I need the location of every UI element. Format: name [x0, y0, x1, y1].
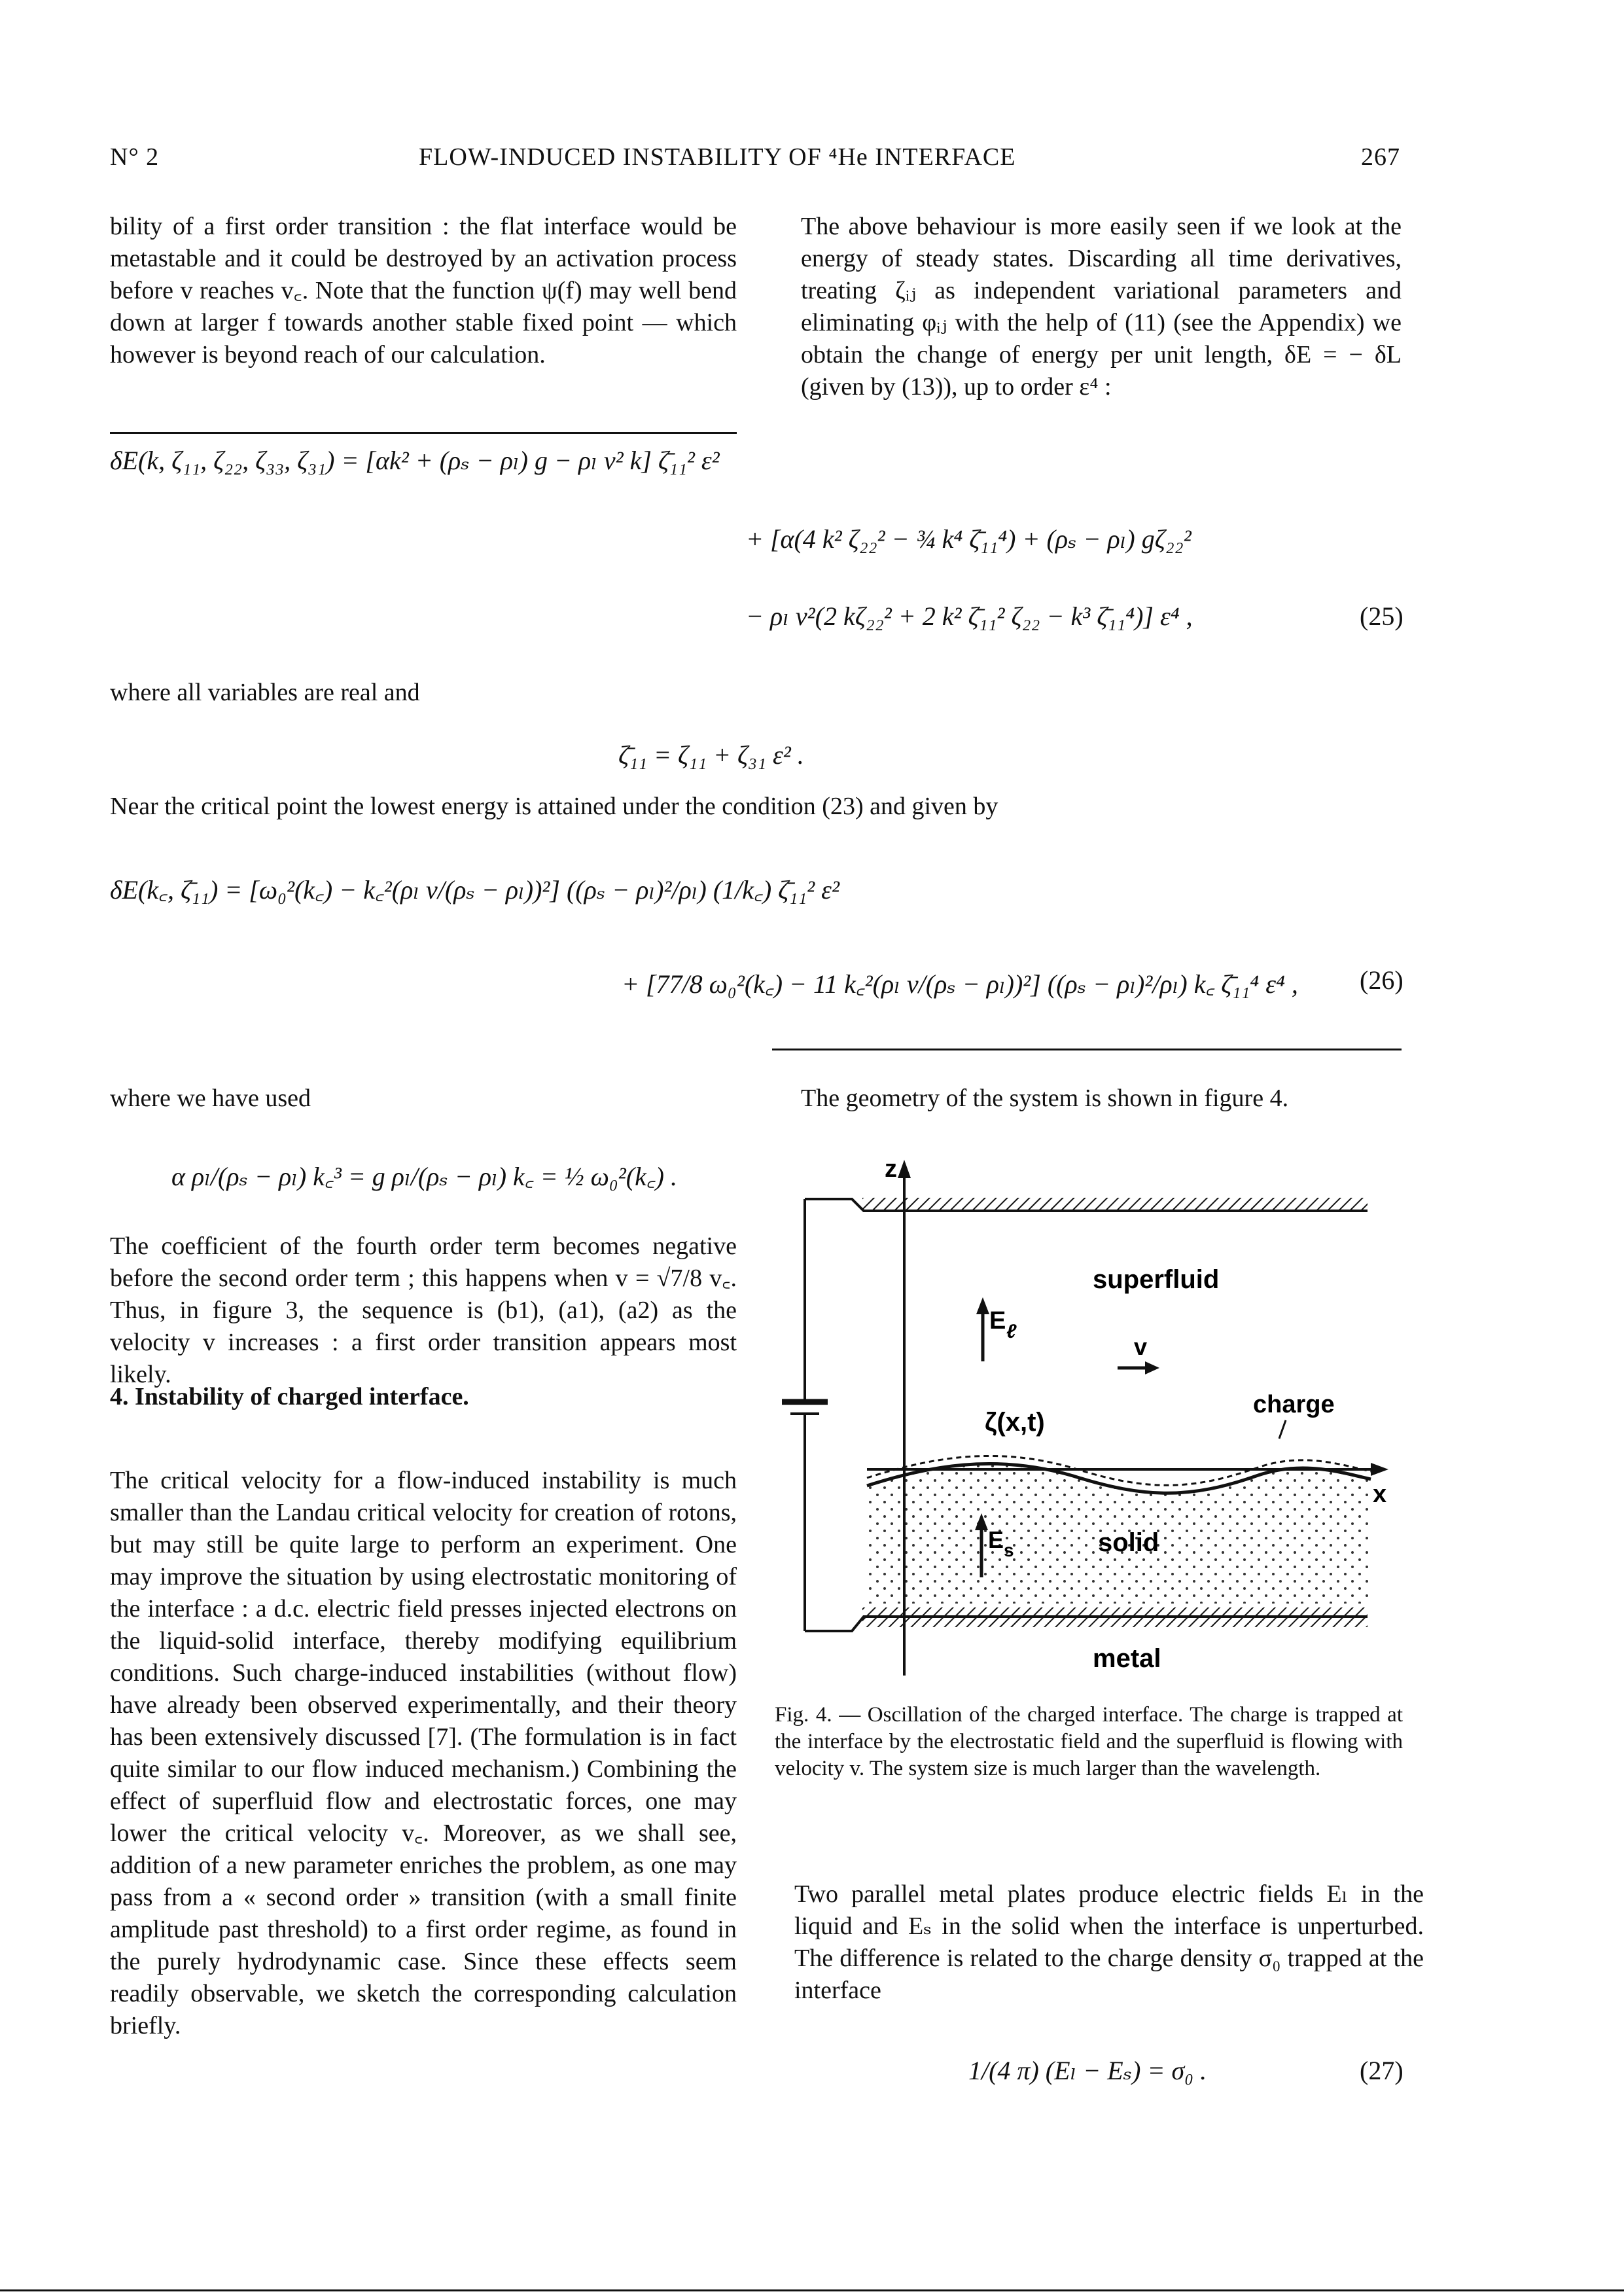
section-heading: 4. Instability of charged interface. — [110, 1383, 469, 1410]
equation-used: α ρₗ/(ρₛ − ρₗ) k꜀³ = g ρₗ/(ρₛ − ρₗ) k꜀ = ½ ω₀²(k꜀) . — [171, 1162, 678, 1191]
equation-zeta-bar: ζ̄₁₁ = ζ₁₁ + ζ₃₁ ε² . — [618, 740, 804, 770]
equation-26-number: (26) — [1360, 965, 1403, 995]
solid-label: solid — [1098, 1528, 1159, 1557]
equation-25-line-2: + [α(4 k² ζ₂₂² − ¾ k⁴ ζ̄₁₁⁴) + (ρₛ − ρₗ) gζ₂₂² — [746, 524, 1192, 554]
superfluid-label: superfluid — [1093, 1265, 1220, 1294]
column-rule-right — [772, 1049, 1402, 1050]
geometry-text: The geometry of the system is shown in figure 4. — [801, 1085, 1289, 1112]
equation-25-line-3: − ρₗ v²(2 kζ₂₂² + 2 k² ζ̄₁₁² ζ₂₂ − k³ ζ̄₁₁⁴)] ε⁴ , — [746, 601, 1193, 631]
el-field-subscript: ℓ — [1006, 1321, 1017, 1342]
equation-25-number: (25) — [1360, 601, 1403, 631]
es-field-subscript: s — [1004, 1540, 1014, 1560]
page-bottom-rule — [0, 2289, 1624, 2291]
left-column-bottom — [110, 1465, 737, 2042]
paragraph-first-order: bility of a first order transition : the flat interface would be metastable and it could be destroyed by an activation process before v reaches v꜀. Note that the function ψ(f) may well bend down at larger f towards another stable fixed point — which however is beyond reach of our calculation. — [110, 213, 737, 368]
where-real-text: where all variables are real and — [110, 679, 420, 706]
paragraph-fourth-order: The coefficient of the fourth order term becomes negative before the second order term ; this happens when v = √7/8 v꜀. Thus, in figure 3, the sequence is (b1), (a1), (a2) as the velocity v increases : a first order transition appears most likely. — [110, 1232, 737, 1388]
top-electrode-hatch — [862, 1198, 1368, 1212]
near-critical-text: Near the critical point the lowest energy is attained under the condition (23) and given by — [110, 793, 998, 820]
z-axis-arrowhead — [898, 1160, 911, 1178]
right-column-bottom — [794, 1878, 1424, 2007]
left-column-mid — [110, 1230, 737, 1391]
equation-27: 1/(4 π) (Eₗ − Eₛ) = σ₀ . — [968, 2056, 1207, 2085]
right-column-top — [801, 211, 1402, 403]
charge-label: charge — [1253, 1391, 1335, 1418]
where-used-text: where we have used — [110, 1085, 311, 1112]
velocity-arrowhead — [1145, 1361, 1159, 1374]
zeta-label: ζ(x,t) — [985, 1408, 1045, 1437]
equation-26-line-1: δE(k꜀, ζ̄₁₁) = [ω₀²(k꜀) − k꜀²(ρₗ v/(ρₛ − ρₗ))²] ((ρₛ − ρₗ)²/ρₗ) (1/k꜀) ζ̄₁₁² ε² — [110, 875, 839, 905]
page-number: 267 — [1361, 143, 1400, 171]
figure-4-caption: Fig. 4. — Oscillation of the charged interface. The charge is trapped at the interface by the electrostatic field and the superfluid is flowing with velocity v. The system size is much larger than the wavelength. — [775, 1703, 1403, 1780]
equation-27-number: (27) — [1360, 2056, 1403, 2085]
z-axis-label: z — [885, 1155, 897, 1183]
bottom-electrode-hatch — [862, 1607, 1368, 1627]
charge-pointer — [1279, 1420, 1286, 1439]
paragraph-steady-states: The above behaviour is more easily seen if we look at the energy of steady states. Discarding all time derivatives, treating ζᵢⱼ as independent variational parameters and eliminating φᵢⱼ with the help of (11) (see the Appendix) we obtain the change of energy per unit length, δE = − δL (given by (13)), up to order ε⁴ : — [801, 213, 1402, 401]
x-axis-label: x — [1373, 1480, 1387, 1508]
es-field-label: E — [988, 1526, 1004, 1553]
el-field-label: E — [989, 1307, 1006, 1335]
issue-number: N° 2 — [110, 143, 160, 171]
el-field-arrowhead — [976, 1297, 989, 1314]
equation-26-line-2: + [77/8 ω₀²(k꜀) − 11 k꜀²(ρₗ v/(ρₛ − ρₗ))²] ((ρₛ − ρₗ)²/ρₗ) k꜀ ζ̄₁₁⁴ ε⁴ , — [622, 969, 1298, 999]
column-rule-top — [110, 432, 737, 434]
paragraph-charged-interface: The critical velocity for a flow-induced instability is much smaller than the Landau critical velocity for creation of rotons, but may still be quite large to perform an experiment. One may improve the situation by using electrostatic monitoring of the interface : a d.c. electric field presses injected electrons on the liquid-solid interface, thereby modifying equilibrium conditions. Such charge-induced instabilities (without flow) have already been observed experimentally, and their theory has been extensively discussed [7]. (The formulation is in fact quite similar to our flow induced mechanism.) Combining the effect of superfluid flow and electrostatic forces, one may lower the critical velocity v꜀. Moreover, as we shall see, addition of a new parameter enriches the problem, as one may pass from a « second order » transition (with a small finite amplitude past threshold) to a first order regime, as found in the purely hydrodynamic case. Since these effects seem readily observable, we sketch the corresponding calculation briefly. — [110, 1467, 737, 2039]
velocity-label: v — [1134, 1333, 1148, 1360]
paragraph-metal-plates: Two parallel metal plates produce electric fields Eₗ in the liquid and Eₛ in the solid when the interface is unperturbed. The difference is related to the charge density σ₀ trapped at the interface — [794, 1880, 1424, 2004]
figure-4 — [759, 1145, 1400, 1689]
x-axis-arrowhead — [1371, 1463, 1388, 1476]
left-column-top — [110, 211, 737, 371]
equation-25-line-1: δE(k, ζ₁₁, ζ₂₂, ζ₃₃, ζ₃₁) = [αk² + (ρₛ − ρₗ) g − ρₗ v² k] ζ̄₁₁² ε² — [110, 446, 720, 475]
running-title: FLOW-INDUCED INSTABILITY OF ⁴He INTERFACE — [419, 143, 1016, 171]
metal-label: metal — [1093, 1644, 1161, 1673]
